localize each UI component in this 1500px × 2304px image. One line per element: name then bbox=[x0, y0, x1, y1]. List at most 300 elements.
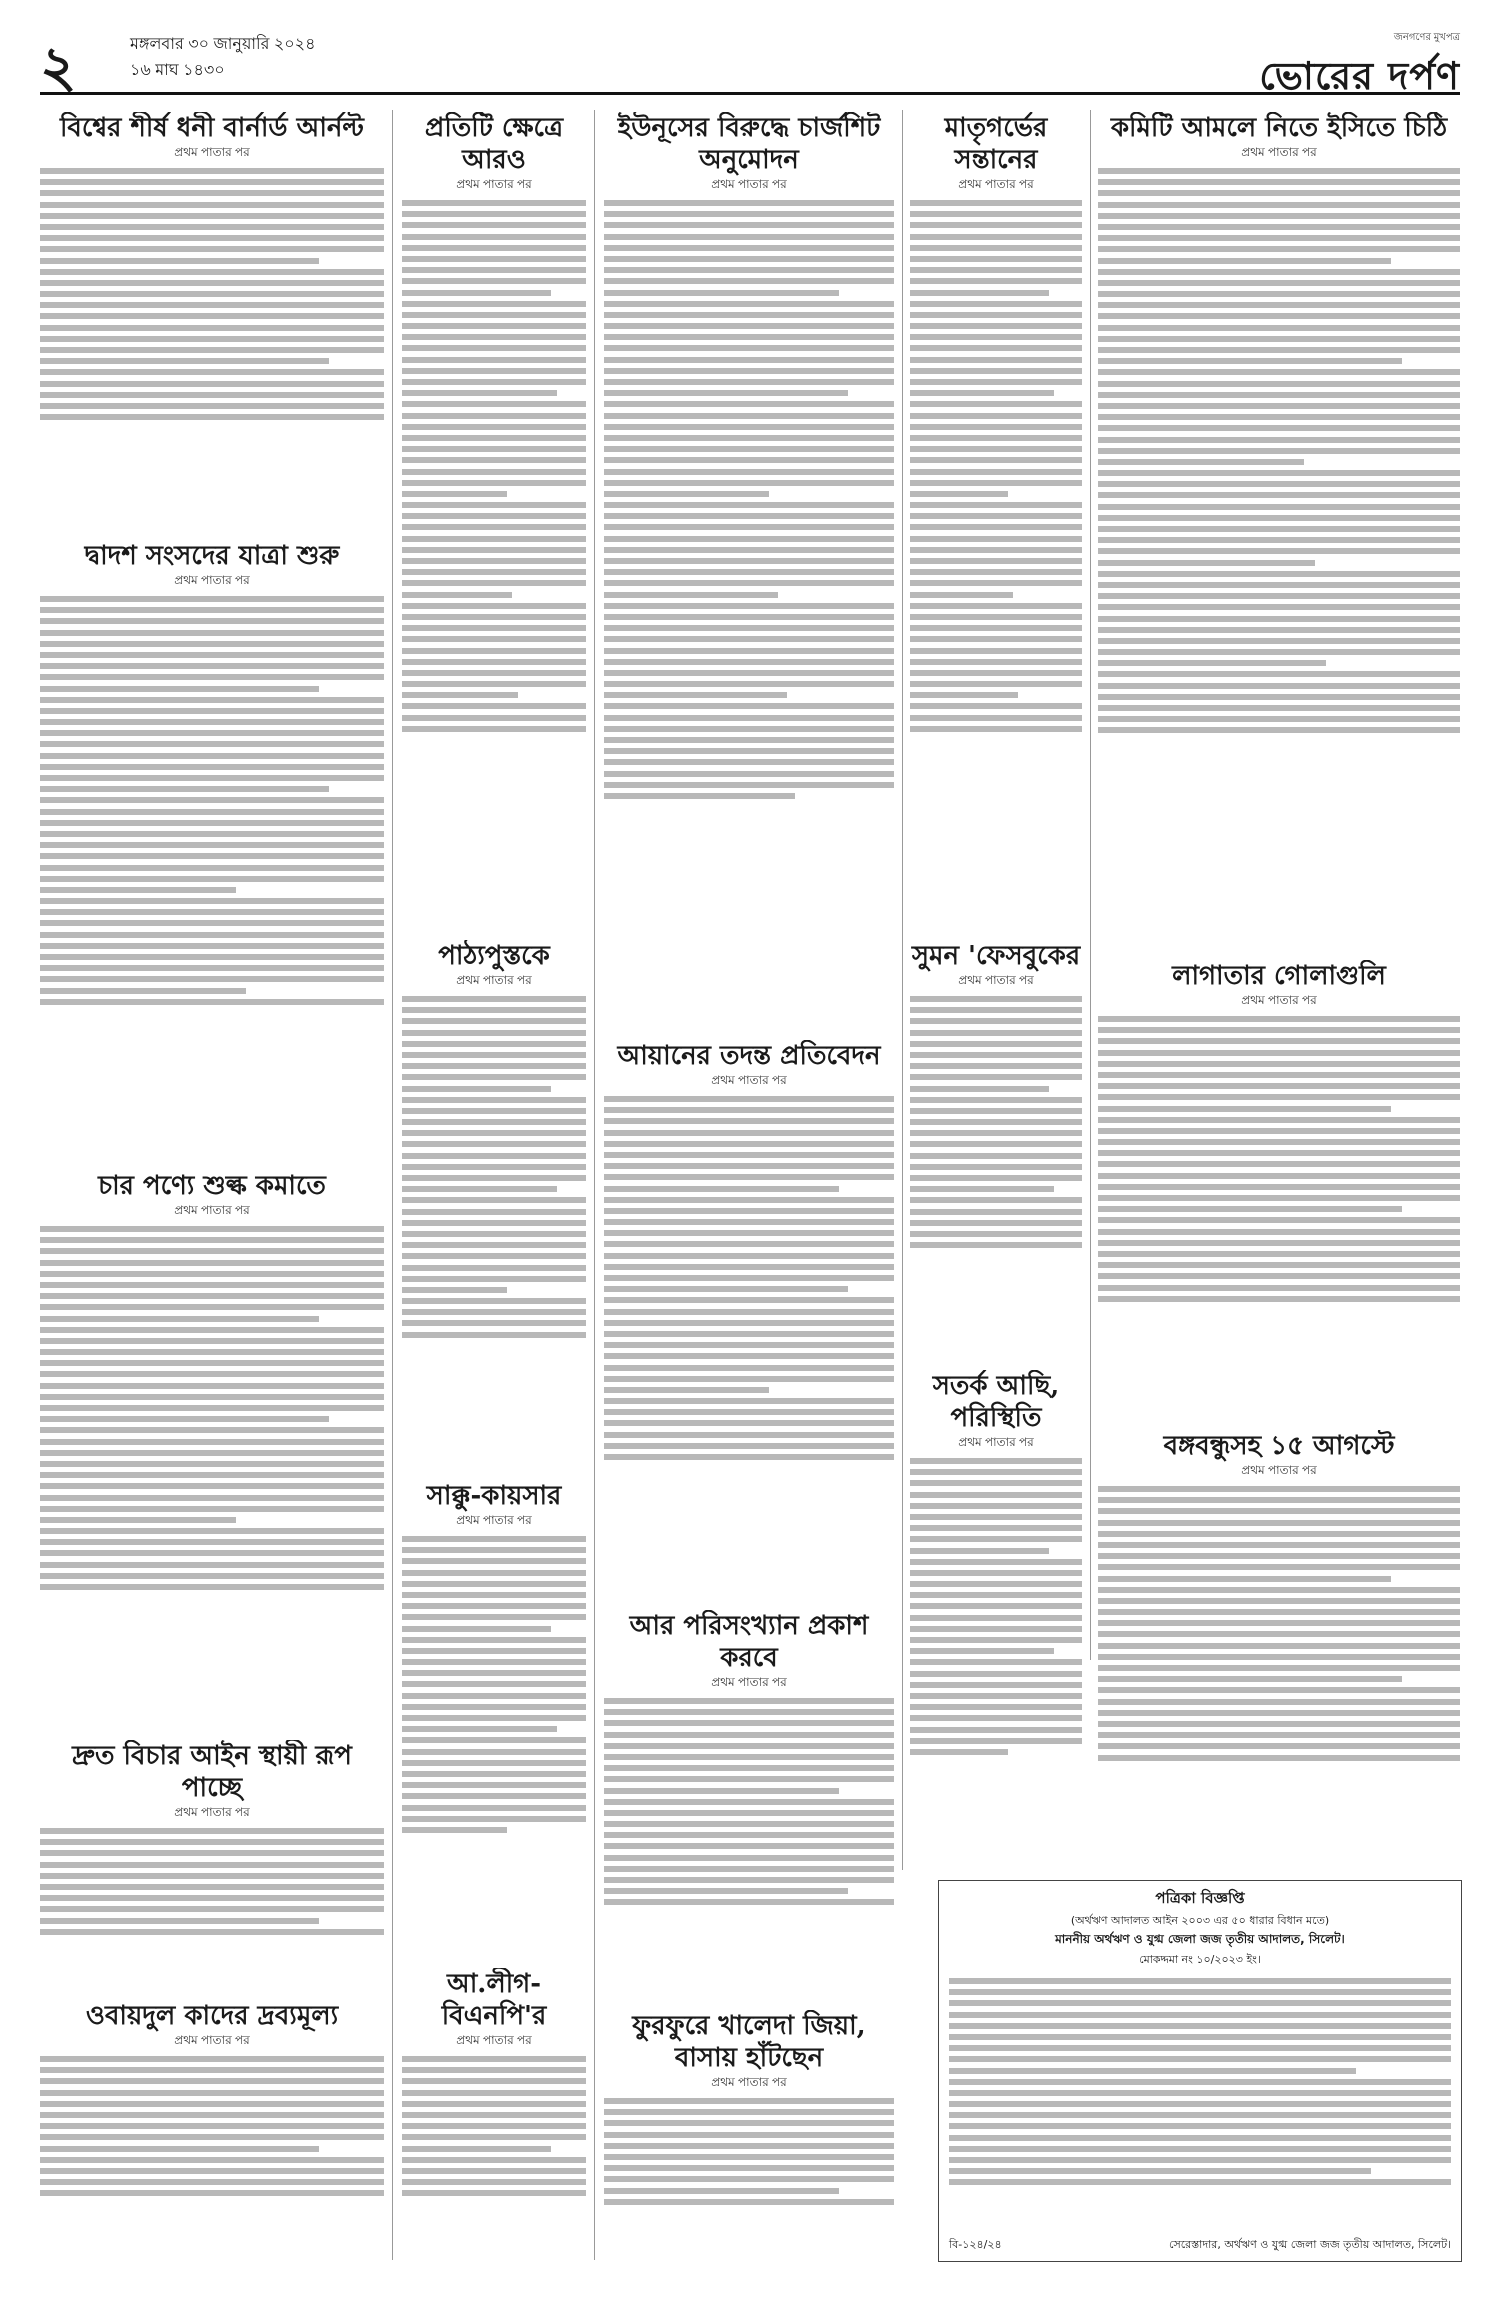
text-line bbox=[40, 797, 384, 803]
text-line bbox=[40, 1327, 384, 1333]
text-line bbox=[402, 1063, 586, 1069]
text-line bbox=[40, 1562, 384, 1568]
text-line bbox=[402, 301, 586, 307]
text-line bbox=[604, 1320, 894, 1326]
text-line bbox=[1098, 1587, 1460, 1593]
text-line bbox=[40, 1483, 384, 1489]
text-line bbox=[1098, 604, 1460, 610]
text-line bbox=[604, 614, 894, 620]
text-line bbox=[910, 1469, 1082, 1475]
headline: ওবায়দুল কাদের দ্রব্যমূল্য bbox=[85, 2001, 339, 2031]
text-line bbox=[402, 379, 586, 385]
text-line bbox=[910, 1141, 1082, 1147]
article-every-sector bbox=[402, 112, 586, 932]
text-line bbox=[402, 1693, 586, 1699]
text-line bbox=[40, 842, 384, 848]
text-line bbox=[910, 592, 1013, 598]
continued-label: প্রথম পাতার পর bbox=[1241, 145, 1317, 159]
text-line bbox=[402, 2157, 586, 2163]
text-line bbox=[402, 368, 586, 374]
text-line bbox=[604, 1230, 894, 1236]
text-line bbox=[910, 1749, 1008, 1755]
text-line bbox=[1098, 280, 1460, 286]
text-line bbox=[910, 1503, 1082, 1509]
text-line bbox=[604, 278, 894, 284]
text-line bbox=[604, 1118, 894, 1124]
text-line bbox=[910, 681, 1082, 687]
body-text bbox=[402, 996, 586, 1338]
text-line bbox=[1098, 1072, 1460, 1078]
text-line bbox=[402, 1570, 586, 1576]
column-rule bbox=[1090, 110, 1091, 1660]
continued-label: প্রথম পাতার পর bbox=[711, 177, 787, 191]
text-line bbox=[1098, 1676, 1402, 1682]
text-line bbox=[1098, 246, 1460, 252]
text-line bbox=[1098, 1184, 1460, 1190]
text-line bbox=[40, 652, 384, 658]
text-line bbox=[40, 2134, 384, 2140]
text-line bbox=[604, 558, 894, 564]
text-line bbox=[402, 1637, 586, 1643]
text-line bbox=[402, 502, 586, 508]
text-line bbox=[40, 2179, 384, 2185]
text-line bbox=[1098, 1598, 1460, 1604]
text-line bbox=[1098, 1564, 1460, 1570]
text-line bbox=[40, 809, 384, 815]
body-text bbox=[604, 200, 894, 799]
body-text bbox=[1098, 1016, 1460, 1302]
notice-case: মোকদ্দমা নং ১০/২০২৩ ইং। bbox=[1139, 1953, 1261, 1966]
text-line bbox=[910, 1548, 1049, 1554]
text-line bbox=[1098, 1710, 1460, 1716]
text-line bbox=[402, 996, 586, 1002]
text-line bbox=[40, 1271, 384, 1277]
text-line bbox=[910, 334, 1082, 340]
text-line bbox=[910, 1615, 1082, 1621]
text-line bbox=[604, 200, 894, 206]
text-line bbox=[910, 290, 1049, 296]
article-al-bnp bbox=[402, 1968, 586, 2260]
text-line bbox=[1098, 1262, 1460, 1268]
text-line bbox=[40, 1316, 319, 1322]
text-line bbox=[1098, 1195, 1460, 1201]
text-line bbox=[604, 513, 894, 519]
text-line bbox=[910, 1581, 1082, 1587]
text-line bbox=[949, 2068, 1356, 2074]
continued-label: প্রথম পাতার পর bbox=[456, 177, 532, 191]
text-line bbox=[910, 1063, 1082, 1069]
text-line bbox=[402, 357, 586, 363]
text-line bbox=[402, 536, 586, 542]
text-line bbox=[40, 920, 384, 926]
text-line bbox=[40, 1282, 384, 1288]
text-line bbox=[604, 1152, 894, 1158]
text-line bbox=[1098, 1273, 1460, 1279]
text-line bbox=[1098, 235, 1460, 241]
text-line bbox=[402, 1030, 586, 1036]
text-line bbox=[604, 368, 894, 374]
text-line bbox=[604, 1186, 839, 1192]
text-line bbox=[40, 414, 384, 420]
text-line bbox=[604, 2143, 894, 2149]
continued-label: প্রথম পাতার পর bbox=[456, 973, 532, 987]
text-line bbox=[402, 1007, 586, 1013]
text-line bbox=[910, 670, 1082, 676]
text-line bbox=[402, 1018, 586, 1024]
text-line bbox=[949, 2045, 1451, 2051]
text-line bbox=[910, 390, 1054, 396]
text-line bbox=[910, 1559, 1082, 1565]
text-line bbox=[402, 480, 586, 486]
text-line bbox=[1098, 1631, 1460, 1637]
text-line bbox=[40, 246, 384, 252]
text-line bbox=[1098, 1027, 1460, 1033]
text-line bbox=[1098, 1016, 1460, 1022]
text-line bbox=[402, 290, 551, 296]
text-line bbox=[40, 741, 384, 747]
date-block bbox=[130, 32, 315, 84]
text-line bbox=[910, 222, 1082, 228]
text-line bbox=[910, 1186, 1054, 1192]
text-line bbox=[1098, 325, 1460, 331]
text-line bbox=[402, 1737, 586, 1743]
text-line bbox=[40, 1248, 384, 1254]
text-line bbox=[1098, 1643, 1460, 1649]
text-line bbox=[40, 831, 384, 837]
text-line bbox=[910, 1018, 1082, 1024]
text-line bbox=[40, 1439, 384, 1445]
text-line bbox=[402, 323, 586, 329]
text-line bbox=[402, 491, 507, 497]
body-text bbox=[402, 2056, 586, 2196]
text-line bbox=[40, 674, 384, 680]
body-text bbox=[40, 1828, 384, 1935]
text-line bbox=[604, 1197, 894, 1203]
text-line bbox=[402, 1782, 586, 1788]
text-line bbox=[1098, 224, 1460, 230]
text-line bbox=[402, 603, 586, 609]
text-line bbox=[40, 1850, 384, 1856]
body-text bbox=[604, 1698, 894, 1905]
column-rule bbox=[902, 110, 903, 1870]
text-line bbox=[40, 1584, 384, 1590]
continued-label: প্রথম পাতার পর bbox=[174, 1805, 250, 1819]
text-line bbox=[402, 200, 586, 206]
text-line bbox=[604, 1096, 894, 1102]
text-line bbox=[40, 607, 384, 613]
text-line bbox=[604, 2165, 894, 2171]
text-line bbox=[604, 547, 894, 553]
text-line bbox=[1098, 1139, 1460, 1145]
body-text bbox=[604, 2098, 894, 2205]
continued-label: প্রথম পাতার পর bbox=[958, 973, 1034, 987]
text-line bbox=[910, 345, 1082, 351]
text-line bbox=[604, 1420, 894, 1426]
text-line bbox=[604, 580, 894, 586]
text-line bbox=[604, 681, 894, 687]
headline: আয়ানের তদন্ত প্রতিবেদন bbox=[617, 1041, 881, 1071]
text-line bbox=[40, 898, 384, 904]
text-line bbox=[1098, 1217, 1460, 1223]
text-line bbox=[604, 222, 894, 228]
text-line bbox=[910, 659, 1082, 665]
text-line bbox=[1098, 1229, 1460, 1235]
text-line bbox=[910, 1648, 1054, 1654]
body-text bbox=[402, 1536, 586, 1833]
continued-label: প্রথম পাতার পর bbox=[711, 1073, 787, 1087]
text-line bbox=[402, 1704, 586, 1710]
notice-subtitle: (অর্থঋণ আদালত আইন ২০০৩ এর ৫০ ধারার বিধান মতে) bbox=[1070, 1914, 1330, 1927]
continued-label: প্রথম পাতার পর bbox=[174, 1203, 250, 1217]
text-line bbox=[402, 614, 586, 620]
text-line bbox=[40, 1260, 384, 1266]
text-line bbox=[402, 1793, 586, 1799]
text-line bbox=[1098, 1542, 1460, 1548]
masthead bbox=[40, 30, 1460, 100]
text-line bbox=[910, 1030, 1082, 1036]
text-line bbox=[402, 2190, 586, 2196]
text-line bbox=[1098, 369, 1460, 375]
text-line bbox=[604, 1432, 894, 1438]
text-line bbox=[604, 1443, 894, 1449]
text-line bbox=[1098, 616, 1460, 622]
text-line bbox=[604, 1141, 894, 1147]
text-line bbox=[40, 280, 384, 286]
text-line bbox=[1098, 1620, 1460, 1626]
text-line bbox=[40, 168, 384, 174]
headline: সাক্কু-কায়সার bbox=[426, 1481, 562, 1511]
text-line bbox=[604, 1821, 894, 1827]
text-line bbox=[949, 2056, 1451, 2062]
text-line bbox=[910, 1637, 1082, 1643]
text-line bbox=[402, 692, 518, 698]
text-line bbox=[40, 2123, 384, 2129]
text-line bbox=[910, 1197, 1082, 1203]
text-line bbox=[910, 357, 1082, 363]
text-line bbox=[910, 301, 1082, 307]
text-line bbox=[40, 1427, 384, 1433]
text-line bbox=[40, 2112, 384, 2118]
text-line bbox=[1098, 1609, 1460, 1615]
text-line bbox=[402, 1119, 586, 1125]
text-line bbox=[1098, 291, 1460, 297]
text-line bbox=[910, 1603, 1082, 1609]
text-line bbox=[604, 2176, 894, 2182]
article-speedy-trial bbox=[40, 1740, 384, 1990]
text-line bbox=[949, 2157, 1451, 2163]
text-line bbox=[402, 1153, 586, 1159]
text-line bbox=[40, 1918, 319, 1924]
text-line bbox=[402, 670, 586, 676]
text-line bbox=[402, 1175, 586, 1181]
text-line bbox=[1098, 1755, 1460, 1761]
article-textbook bbox=[402, 940, 586, 1470]
body-text bbox=[910, 996, 1082, 1248]
text-line bbox=[40, 764, 384, 770]
date-gregorian: মঙ্গলবার ৩০ জানুয়ারি ২০২৪ bbox=[130, 36, 316, 53]
text-line bbox=[40, 358, 329, 364]
text-line bbox=[1098, 381, 1460, 387]
text-line bbox=[910, 648, 1082, 654]
text-line bbox=[402, 1547, 586, 1553]
text-line bbox=[1098, 694, 1460, 700]
text-line bbox=[40, 719, 384, 725]
text-line bbox=[402, 1581, 586, 1587]
text-line bbox=[1098, 358, 1402, 364]
text-line bbox=[1098, 302, 1460, 308]
text-line bbox=[604, 1832, 894, 1838]
text-line bbox=[40, 258, 319, 264]
text-line bbox=[910, 636, 1082, 642]
headline: বঙ্গবন্ধুসহ ১৫ আগস্টে bbox=[1163, 1431, 1395, 1461]
text-line bbox=[604, 1353, 894, 1359]
text-line bbox=[910, 1086, 1049, 1092]
text-line bbox=[402, 703, 586, 709]
text-line bbox=[402, 625, 586, 631]
article-gunfire bbox=[1098, 960, 1460, 1420]
text-line bbox=[40, 943, 384, 949]
text-line bbox=[604, 1765, 894, 1771]
text-line bbox=[910, 1592, 1082, 1598]
text-line bbox=[40, 786, 329, 792]
text-line bbox=[402, 435, 586, 441]
text-line bbox=[40, 313, 384, 319]
text-line bbox=[910, 1682, 1082, 1688]
text-line bbox=[40, 202, 384, 208]
text-line bbox=[910, 1738, 1082, 1744]
text-line bbox=[1098, 1285, 1460, 1291]
text-line bbox=[604, 1107, 894, 1113]
text-line bbox=[604, 290, 839, 296]
text-line bbox=[1098, 459, 1304, 465]
text-line bbox=[40, 820, 384, 826]
text-line bbox=[910, 480, 1082, 486]
text-line bbox=[1098, 258, 1391, 264]
paper-tagline: জনগণের মুখপত্র bbox=[1393, 32, 1460, 43]
text-line bbox=[949, 2101, 1451, 2107]
text-line bbox=[402, 1108, 586, 1114]
text-line bbox=[402, 1052, 586, 1058]
text-line bbox=[1098, 1251, 1460, 1257]
text-line bbox=[40, 213, 384, 219]
text-line bbox=[910, 1242, 1082, 1248]
text-line bbox=[910, 1492, 1082, 1498]
text-line bbox=[40, 2078, 384, 2084]
body-text bbox=[910, 1458, 1082, 1755]
text-line bbox=[604, 636, 894, 642]
text-line bbox=[1098, 638, 1460, 644]
text-line bbox=[402, 1074, 586, 1080]
text-line bbox=[402, 2056, 586, 2062]
text-line bbox=[402, 636, 586, 642]
text-line bbox=[910, 715, 1082, 721]
article-alert bbox=[910, 1370, 1082, 1870]
text-line bbox=[40, 325, 384, 331]
body-text bbox=[40, 596, 384, 1005]
text-line bbox=[40, 1573, 384, 1579]
text-line bbox=[910, 524, 1082, 530]
text-line bbox=[402, 1186, 557, 1192]
text-line bbox=[1098, 202, 1460, 208]
text-line bbox=[40, 2101, 384, 2107]
text-line bbox=[402, 1041, 586, 1047]
text-line bbox=[604, 267, 894, 273]
text-line bbox=[402, 1536, 586, 1542]
text-line bbox=[910, 1164, 1082, 1170]
text-line bbox=[402, 424, 586, 430]
text-line bbox=[1098, 492, 1460, 498]
text-line bbox=[40, 224, 384, 230]
text-line bbox=[604, 2132, 894, 2138]
text-line bbox=[910, 1626, 1082, 1632]
text-line bbox=[604, 1264, 894, 1270]
text-line bbox=[402, 1141, 586, 1147]
text-line bbox=[604, 1241, 894, 1247]
text-line bbox=[910, 996, 1082, 1002]
text-line bbox=[1098, 1665, 1460, 1671]
text-line bbox=[40, 1539, 384, 1545]
column-rule bbox=[594, 110, 595, 2260]
text-line bbox=[604, 357, 894, 363]
text-line bbox=[40, 999, 384, 1005]
text-line bbox=[402, 1827, 507, 1833]
text-line bbox=[910, 200, 1082, 206]
text-line bbox=[1098, 403, 1460, 409]
text-line bbox=[604, 715, 894, 721]
text-line bbox=[910, 401, 1082, 407]
text-line bbox=[402, 1648, 586, 1654]
text-line bbox=[40, 686, 319, 692]
text-line bbox=[402, 256, 586, 262]
text-line bbox=[910, 1570, 1082, 1576]
text-line bbox=[1098, 1553, 1460, 1559]
text-line bbox=[402, 1681, 586, 1687]
text-line bbox=[40, 1405, 384, 1411]
text-line bbox=[604, 401, 894, 407]
text-line bbox=[40, 753, 384, 759]
text-line bbox=[604, 1754, 894, 1760]
text-line bbox=[949, 2168, 1371, 2174]
text-line bbox=[40, 302, 384, 308]
text-line bbox=[604, 2109, 894, 2115]
text-line bbox=[604, 1732, 894, 1738]
text-line bbox=[910, 413, 1082, 419]
text-line bbox=[910, 1536, 1082, 1542]
text-line bbox=[910, 379, 1082, 385]
body-text bbox=[910, 200, 1082, 732]
text-line bbox=[604, 1275, 894, 1281]
headline: দ্রুত বিচার আইন স্থায়ী রূপ পাচ্ছে bbox=[72, 1741, 352, 1803]
text-line bbox=[604, 569, 894, 575]
text-line bbox=[402, 1231, 586, 1237]
text-line bbox=[1098, 1117, 1460, 1123]
text-line bbox=[604, 1219, 894, 1225]
text-line bbox=[910, 1671, 1082, 1677]
text-line bbox=[402, 312, 586, 318]
text-line bbox=[910, 580, 1082, 586]
text-line bbox=[402, 2179, 586, 2185]
text-line bbox=[910, 1231, 1082, 1237]
text-line bbox=[40, 1237, 384, 1243]
text-line bbox=[402, 446, 586, 452]
text-line bbox=[910, 1108, 1082, 1114]
text-line bbox=[402, 1287, 507, 1293]
text-line bbox=[604, 334, 894, 340]
text-line bbox=[604, 323, 894, 329]
text-line bbox=[604, 1297, 894, 1303]
text-line bbox=[402, 1253, 586, 1259]
text-line bbox=[910, 457, 1082, 463]
